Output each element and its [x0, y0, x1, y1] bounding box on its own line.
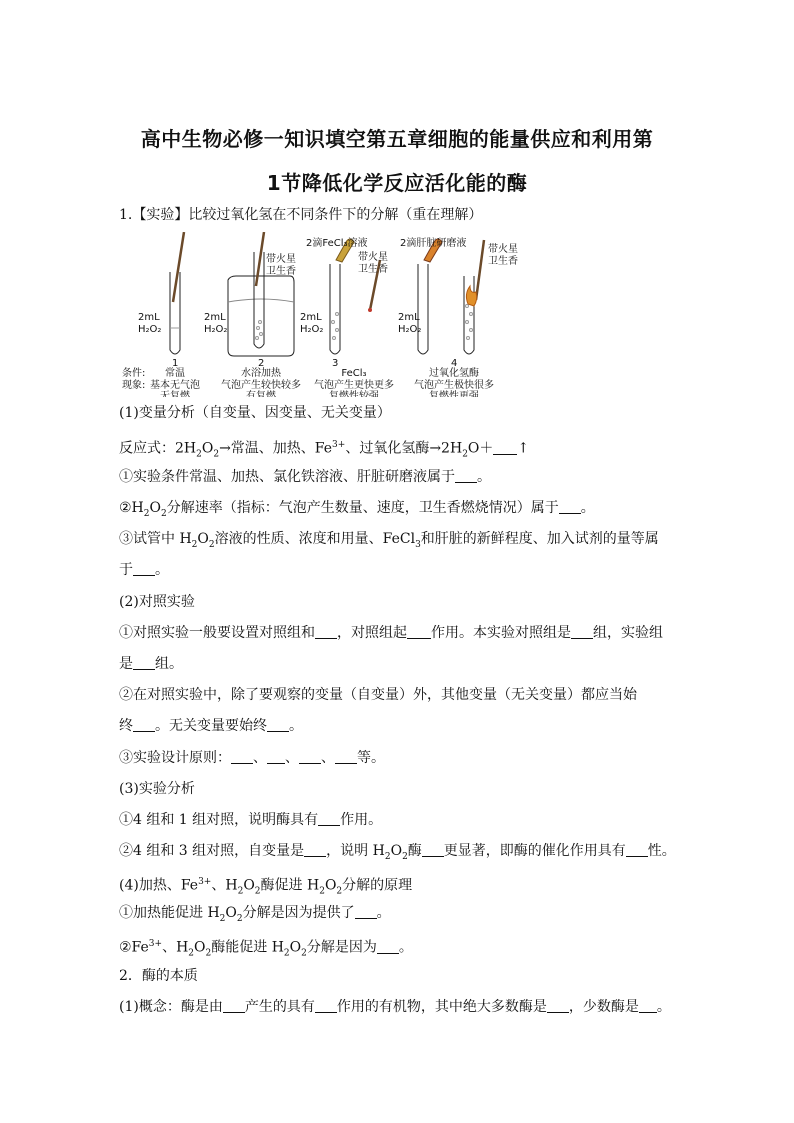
volume-label-2: 2mL — [204, 312, 226, 323]
question-line: $②Fe^{3+}$、$H_2O_2$酶能促进 $H_2O_2$分解是因为 。 — [119, 939, 413, 959]
question-line: ②4 组和 3 组对照，自变量是 ，说明 $H_2O_2$酶 更显著，即酶的催化作用具有 性。 — [119, 843, 676, 862]
blank — [493, 440, 517, 455]
variable-analysis-heading: (1)变量分析（自变量、因变量、无关变量） — [119, 405, 391, 421]
label-fecl3-drops: 2滴FeCl₃溶液 — [306, 238, 368, 249]
experiment-figure — [118, 232, 538, 397]
tube-2-condition: 水浴加热 — [241, 368, 281, 379]
test-tube-diagram — [118, 232, 538, 397]
mechanism-heading: (4)加热、$Fe^{3+}$、$H_2O_2$酶促进 $H_2O_2$分解的原理 — [119, 877, 413, 897]
tube-1-icon — [170, 232, 184, 354]
splint-label-b-4: 卫生香 — [488, 256, 518, 267]
question-line: ③试管中 $H_2O_2$溶液的性质、浓度和用量、FeCl$_3$和肝脏的新鲜程度、加入试剂的量等属 — [119, 531, 659, 550]
splint-label-a-2: 带火星 — [266, 254, 296, 265]
tube-4-condition: 过氧化氢酶 — [429, 368, 479, 379]
section-1-heading: 1.【实验】比较过氧化氢在不同条件下的分解（重在理解） — [119, 207, 483, 223]
splint-label-b-2: 卫生香 — [266, 266, 296, 277]
tube-4-phenomenon-1: 气泡产生极快很多 — [414, 380, 494, 391]
question-line: 于 。 — [119, 562, 169, 578]
reagent-label-2: H₂O₂ — [204, 324, 228, 335]
reagent-label-1: H₂O₂ — [138, 324, 162, 335]
question-line: ②在对照实验中，除了要观察的变量（自变量）外，其他变量（无关变量）都应当始 — [119, 687, 637, 703]
control-experiment-heading: (2)对照实验 — [119, 594, 195, 610]
reaction-equation: 反应式：$2H_2O_2\to$常温、加热、$Fe^{3+}$、过氧化氢酶$\to 2H_2O+$ ↑ — [119, 440, 530, 460]
volume-label-1: 2mL — [138, 312, 160, 323]
reagent-label-3: H₂O₂ — [300, 324, 324, 335]
tube-4-icon — [418, 239, 484, 354]
tube-number-3: 3 — [332, 358, 339, 369]
row-label-phenomenon: 现象: — [122, 380, 146, 391]
label-liver-drops: 2滴肝脏研磨液 — [400, 238, 467, 249]
question-line: ①对照实验一般要设置对照组和 ，对照组起 作用。本实验对照组是 组，实验组 — [119, 625, 663, 641]
question-line: $②H_2O_2$分解速率（指标：气泡产生数量、速度，卫生香燃烧情况）属于 。 — [119, 500, 595, 519]
tube-number-1: 1 — [172, 358, 179, 369]
question-line: 是 组。 — [119, 656, 183, 672]
tube-1-phenomenon-2: 无复燃 — [160, 391, 190, 397]
tube-1-phenomenon-1: 基本无气泡 — [150, 380, 200, 391]
splint-label-a-3: 带火星 — [358, 252, 388, 263]
tube-2-phenomenon-2: 有复燃 — [246, 391, 276, 397]
row-label-condition: 条件: — [122, 368, 146, 379]
tube-1-condition: 常温 — [165, 368, 185, 379]
splint-label-a-4: 带火星 — [488, 244, 518, 255]
question-line: ③实验设计原则： 、 、 、 等。 — [119, 750, 385, 766]
tube-number-2: 2 — [258, 358, 265, 369]
tube-2-phenomenon-1: 气泡产生较快较多 — [221, 380, 301, 391]
splint-label-b-3: 卫生香 — [358, 264, 388, 275]
question-line: (1)概念：酶是由 产生的具有 作用的有机物，其中绝大多数酶是 ，少数酶是 。 — [119, 999, 671, 1015]
tube-2-beaker-icon — [228, 232, 294, 356]
tube-3-condition: FeCl₃ — [341, 368, 367, 379]
section-2-heading: 2．酶的本质 — [119, 968, 198, 984]
document-title-line-2: 1节降低化学反应活化能的酶 — [266, 171, 528, 195]
question-line: 终 。无关变量要始终 。 — [119, 718, 303, 734]
volume-label-4: 2mL — [398, 312, 420, 323]
reagent-label-4: H₂O₂ — [398, 324, 422, 335]
tube-3-phenomenon-2: 复燃性较强 — [329, 391, 379, 397]
question-line: ①加热能促进 $H_2O_2$分解是因为提供了 。 — [119, 905, 391, 924]
tube-number-4: 4 — [451, 358, 458, 369]
experiment-analysis-heading: (3)实验分析 — [119, 781, 195, 797]
volume-label-3: 2mL — [300, 312, 322, 323]
tube-4-phenomenon-2: 复燃性更强 — [429, 391, 479, 397]
question-line: ①4 组和 1 组对照，说明酶具有 作用。 — [119, 812, 383, 828]
tube-3-phenomenon-1: 气泡产生更快更多 — [314, 380, 394, 391]
document-title-line-1: 高中生物必修一知识填空第五章细胞的能量供应和利用第 — [140, 127, 654, 151]
question-line: ①实验条件常温、加热、氯化铁溶液、肝脏研磨液属于 。 — [119, 469, 491, 485]
